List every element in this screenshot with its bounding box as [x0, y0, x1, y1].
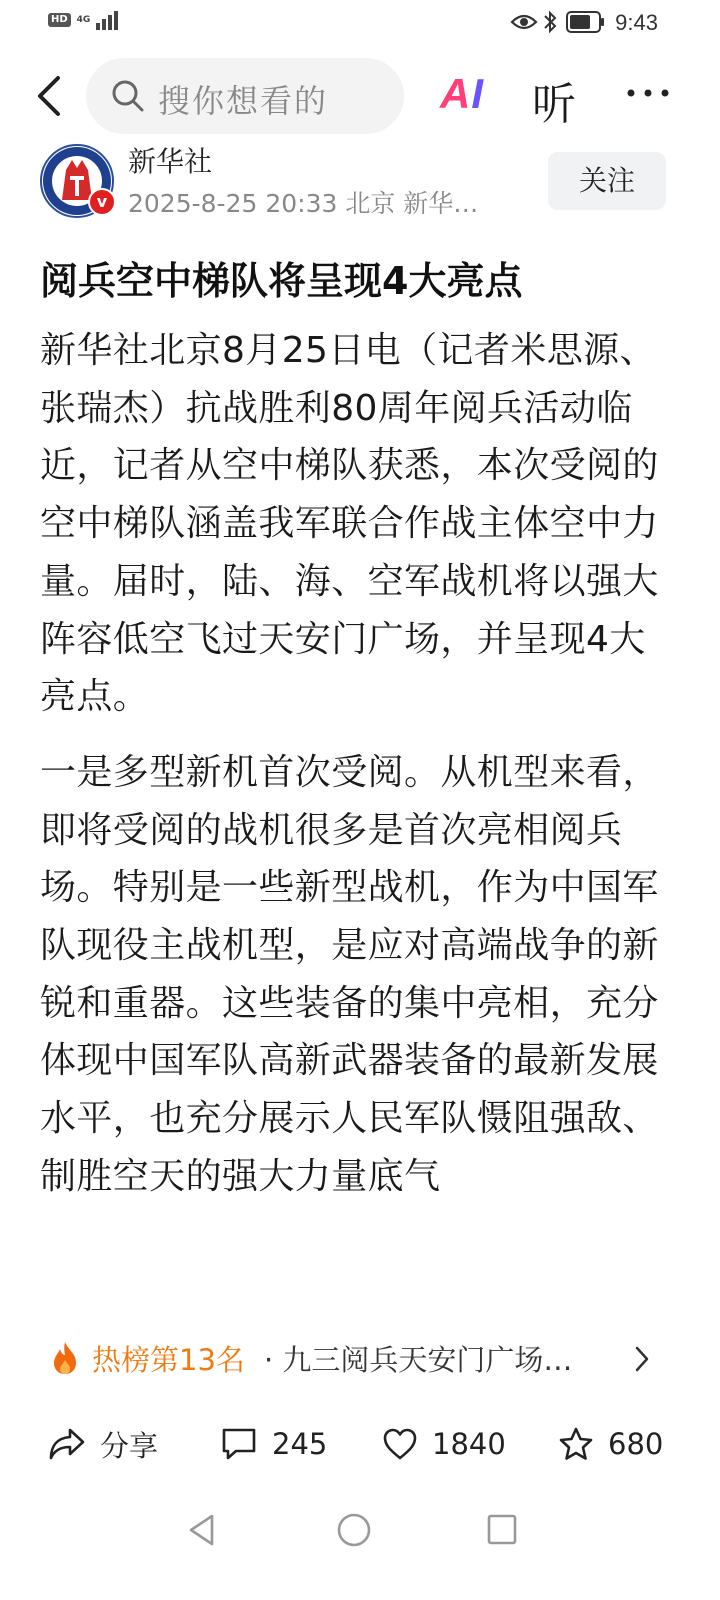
more-icon[interactable]	[626, 78, 670, 108]
author-row	[0, 140, 720, 220]
eye-icon	[510, 12, 538, 32]
nav-home-icon[interactable]	[336, 1512, 372, 1548]
hot-topic: · 九三阅兵天安门广场…	[264, 1343, 573, 1377]
star-icon	[558, 1426, 594, 1462]
listen-button[interactable]: 听	[532, 79, 576, 130]
article-paragraph: 一是多型新机首次受阅。从机型来看，即将受阅的战机很多是首次亮相阅兵场。特别是一些新型战机，作为中国军队现役主战机型，是应对高端战争的新锐和重器。这些装备的集中亮相，充分体现中国军队高新武器装备的最新发展水平，也充分展示人民军队慑阻强敌、制胜空天的强大力量底气	[40, 751, 659, 1197]
heart-icon	[382, 1427, 418, 1461]
status-time: 9:43	[615, 10, 658, 35]
nav-recents-icon[interactable]	[486, 1513, 518, 1547]
comment-button[interactable]	[220, 1414, 327, 1474]
fire-icon	[50, 1340, 80, 1376]
verified-badge: v	[88, 188, 116, 216]
battery-icon	[566, 11, 606, 33]
back-arrow-icon[interactable]	[30, 72, 70, 120]
comment-icon	[220, 1426, 258, 1462]
network-type: 4G	[76, 14, 91, 25]
share-button[interactable]	[48, 1414, 158, 1474]
hd-indicator: HD	[48, 13, 71, 27]
bluetooth-icon	[542, 10, 558, 34]
post-meta: 2025-8-25 20:33 北京 新华…	[128, 189, 479, 218]
ai-label-a: A	[440, 70, 472, 117]
hot-rank-label: 热榜第13名	[92, 1343, 245, 1377]
hot-list-bar[interactable]	[0, 1332, 720, 1388]
article-body	[40, 322, 680, 1312]
article-paragraph: 新华社北京8月25日电（记者米思源、张瑞杰）抗战胜利80周年阅兵活动临近，记者从空中梯队获悉，本次受阅的空中梯队涵盖我军联合作战主体空中力量。届时，陆、海、空军战机将以强大阵容低空飞过天安门广场，并呈现4大亮点。	[40, 330, 659, 718]
comment-count: 245	[272, 1427, 328, 1461]
author-name[interactable]: 新华社	[128, 145, 213, 178]
nav-back-icon[interactable]	[186, 1512, 218, 1548]
status-left	[48, 10, 122, 30]
search-bar[interactable]	[86, 58, 404, 134]
system-nav-bar	[0, 1500, 720, 1560]
status-bar	[0, 0, 720, 46]
chevron-right-icon	[632, 1344, 652, 1374]
like-button[interactable]	[382, 1414, 506, 1474]
like-count: 1840	[432, 1427, 506, 1461]
favorite-count: 680	[608, 1427, 664, 1461]
search-icon	[110, 78, 146, 114]
ai-button[interactable]	[440, 70, 484, 118]
article-title: 阅兵空中梯队将呈现4大亮点	[40, 259, 523, 303]
follow-button[interactable]: 关注	[548, 152, 666, 210]
share-label: 分享	[100, 1428, 159, 1463]
ai-label-i: I	[471, 70, 485, 117]
favorite-button[interactable]	[558, 1414, 663, 1474]
top-header	[0, 56, 720, 136]
share-icon	[48, 1427, 86, 1461]
search-placeholder: 搜你想看的	[158, 82, 329, 120]
action-bar	[0, 1414, 720, 1480]
signal-icon	[96, 10, 122, 30]
